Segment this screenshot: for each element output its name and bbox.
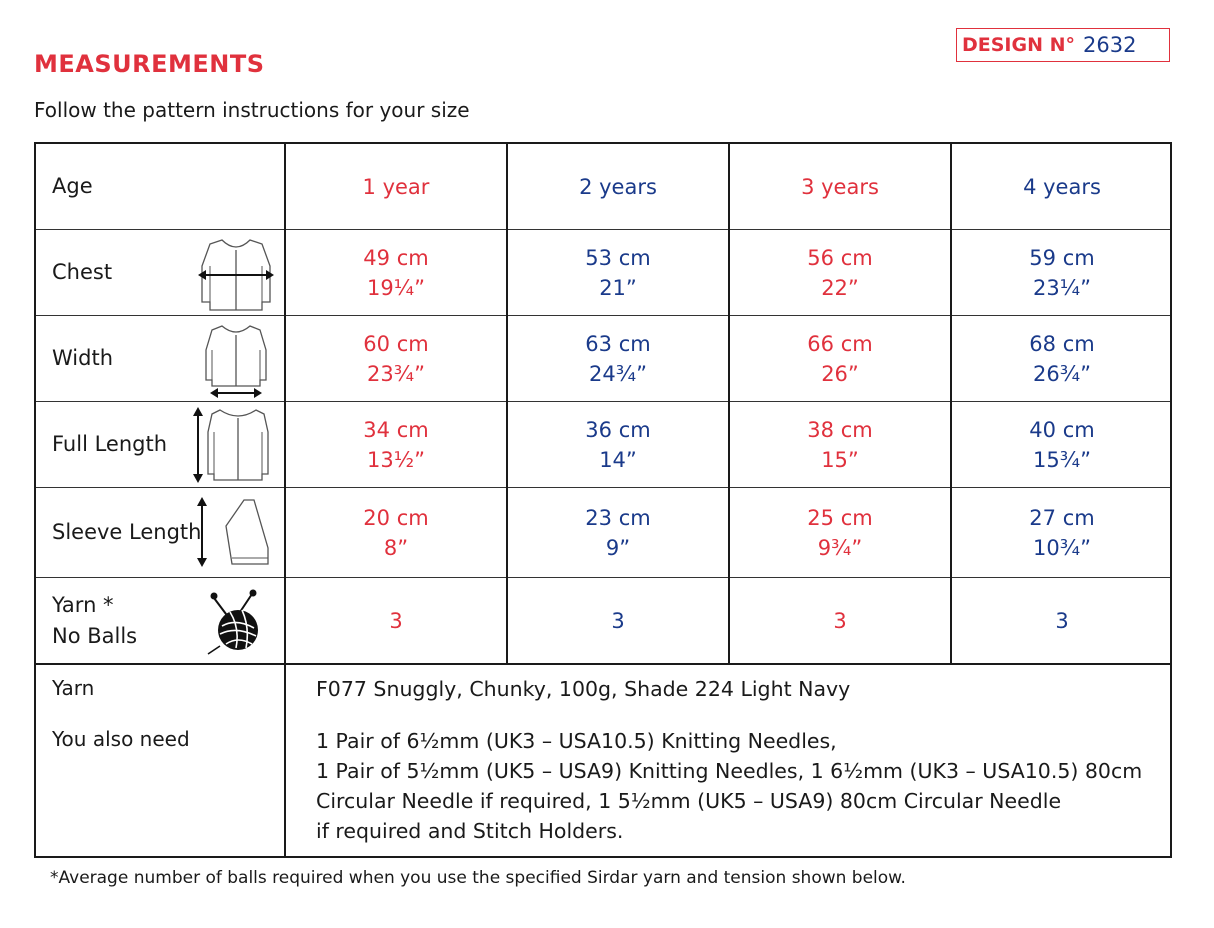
- yarn-balls-4-years: 3: [1055, 608, 1069, 633]
- yarn-balls-3-years: 3: [833, 608, 847, 633]
- value-cm: 34 cm: [363, 417, 429, 442]
- age-2-years: 2 years: [579, 174, 657, 199]
- chest-4-years: [952, 230, 1172, 315]
- also-need-description: 1 Pair of 6½mm (UK3 – USA10.5) Knitting Needles, 1 Pair of 5½mm (UK5 – USA9) Knitting Needles, 1 6½mm (UK3 – USA10.5) 80cm Circular Needle if required, 1 5½mm (UK5 – USA9) 80cm Circular Needle if required and Stitch Holders.: [316, 729, 1143, 843]
- row-label-width: Width: [52, 346, 114, 370]
- chest-2-years: [508, 230, 728, 315]
- yarn-label: Yarn: [52, 676, 95, 700]
- chest-3-years: [730, 230, 950, 315]
- row-label-chest: Chest: [52, 260, 113, 284]
- yarn-balls-2-years: 3: [611, 608, 625, 633]
- cardigan-length-icon: [190, 406, 272, 484]
- value-in: 21”: [599, 275, 637, 300]
- value-cm: 27 cm: [1029, 505, 1095, 530]
- value-in: 9¾”: [817, 535, 863, 560]
- value-cm: 63 cm: [585, 331, 651, 356]
- value-cm: 36 cm: [585, 417, 651, 442]
- value-in: 9”: [605, 535, 631, 560]
- sleeve-length-3-years: [730, 488, 950, 577]
- value-cm: 53 cm: [585, 245, 651, 270]
- full-length-3-years: [730, 402, 950, 487]
- cardigan-chest-icon: [196, 236, 276, 312]
- value-cm: 38 cm: [807, 417, 873, 442]
- value-in: 24¾”: [589, 361, 647, 386]
- row-label-sleeve-length: Sleeve Length: [52, 520, 202, 544]
- value-in: 8”: [383, 535, 409, 560]
- footnote: *Average number of balls required when you use the specified Sirdar yarn and tension shown below.: [50, 868, 906, 888]
- value-in: 19¼”: [367, 275, 425, 300]
- yarn-ball-needles-icon: [206, 588, 264, 656]
- chest-1-year: [286, 230, 506, 315]
- row-label-full-length: Full Length: [52, 432, 168, 456]
- row-label-yarn-balls: [52, 578, 137, 663]
- sleeve-length-2-years: [508, 488, 728, 577]
- value-cm: 40 cm: [1029, 417, 1095, 442]
- age-3-years: 3 years: [801, 174, 879, 199]
- value-cm: 59 cm: [1029, 245, 1095, 270]
- value-cm: 68 cm: [1029, 331, 1095, 356]
- age-1-year: 1 year: [362, 174, 430, 199]
- full-length-2-years: [508, 402, 728, 487]
- value-in: 23¾”: [367, 361, 425, 386]
- value-in: 26”: [821, 361, 859, 386]
- value-in: 26¾”: [1033, 361, 1091, 386]
- value-cm: 20 cm: [363, 505, 429, 530]
- value-in: 10¾”: [1033, 535, 1091, 560]
- value-cm: 25 cm: [807, 505, 873, 530]
- row-label-age: Age: [52, 174, 93, 198]
- value-cm: 23 cm: [585, 505, 651, 530]
- sleeve-length-icon: [192, 496, 272, 570]
- section-divider: [36, 663, 1170, 665]
- design-number-box: [956, 28, 1170, 62]
- value-cm: 60 cm: [363, 331, 429, 356]
- value-in: 22”: [821, 275, 859, 300]
- cardigan-width-icon: [200, 322, 272, 398]
- design-label: DESIGN N°: [962, 34, 1076, 56]
- value-in: 15¾”: [1033, 447, 1091, 472]
- measurements-table: [34, 142, 1172, 858]
- width-3-years: [730, 316, 950, 401]
- value-in: 14”: [599, 447, 637, 472]
- width-2-years: [508, 316, 728, 401]
- full-length-1-year: [286, 402, 506, 487]
- value-in: 23¼”: [1033, 275, 1091, 300]
- design-number: 2632: [1083, 33, 1137, 57]
- yarn-balls-1-year: 3: [389, 608, 403, 633]
- width-1-year: [286, 316, 506, 401]
- page-title: MEASUREMENTS: [34, 50, 265, 78]
- full-length-4-years: [952, 402, 1172, 487]
- sleeve-length-4-years: [952, 488, 1172, 577]
- row-label-no-balls: No Balls: [52, 623, 138, 648]
- value-in: 15”: [821, 447, 859, 472]
- yarn-description: F077 Snuggly, Chunky, 100g, Shade 224 Light Navy: [316, 677, 851, 701]
- also-need-label: You also need: [52, 727, 190, 751]
- value-cm: 66 cm: [807, 331, 873, 356]
- value-cm: 49 cm: [363, 245, 429, 270]
- age-4-years: 4 years: [1023, 174, 1101, 199]
- width-4-years: [952, 316, 1172, 401]
- value-in: 13½”: [367, 447, 425, 472]
- value-cm: 56 cm: [807, 245, 873, 270]
- page-subtitle: Follow the pattern instructions for your size: [34, 98, 470, 122]
- row-label-yarn: Yarn *: [52, 592, 114, 617]
- sleeve-length-1-year: [286, 488, 506, 577]
